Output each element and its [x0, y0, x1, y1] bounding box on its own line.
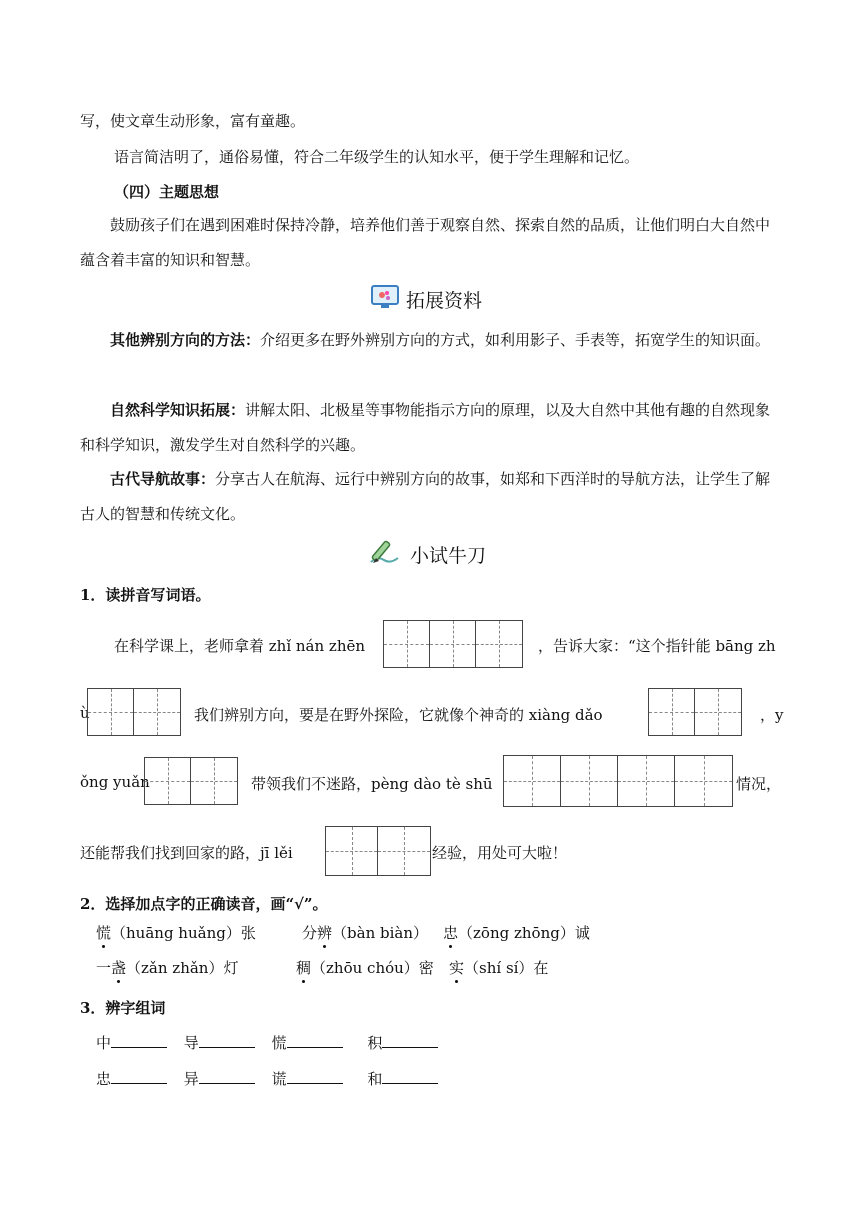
- answer-blank[interactable]: [199, 1033, 255, 1048]
- grid-cell[interactable]: [134, 689, 180, 735]
- answer-blank[interactable]: [111, 1069, 167, 1084]
- q1-text: ，告诉大家：“这个指针能 bāng zh: [538, 637, 776, 655]
- q3-char: 导: [183, 1034, 199, 1052]
- theme-heading: （四）主题思想: [114, 183, 220, 201]
- q2-char: 分: [302, 924, 318, 942]
- q3-char: 谎: [271, 1070, 287, 1088]
- intro-paragraph: 语言简洁明了，通俗易懂，符合二年级学生的认知水平，便于学生理解和记忆。: [114, 148, 640, 166]
- q1-text: 带领我们不迷路，pèng dào tè shū: [251, 775, 493, 793]
- expand-item: [80, 323, 782, 358]
- question-3-title: 3．辨字组词: [80, 999, 166, 1017]
- q2-item[interactable]: [296, 957, 434, 978]
- expand-item-label: 自然科学知识拓展：: [110, 401, 246, 419]
- answer-blank[interactable]: [199, 1069, 255, 1084]
- dotted-char: 稠: [296, 959, 312, 977]
- grid-cell[interactable]: [675, 756, 732, 806]
- answer-grid-bangzhu[interactable]: [87, 688, 181, 736]
- answer-grid-xiangdao[interactable]: [648, 688, 742, 736]
- expand-item-text: 讲解太阳、北极星等事物能指示方向的原理，以及大自然中其他有趣的自然现象和科学知识，激发学生对自然科学的兴趣。: [80, 401, 771, 454]
- q3-char: 慌: [271, 1034, 287, 1052]
- intro-text-line: 写，使文章生动形象，富有童趣。: [80, 112, 306, 130]
- answer-grid-yongyuan[interactable]: [144, 757, 238, 805]
- q2-options: （zǎn zhǎn）灯: [126, 959, 239, 977]
- answer-grid-zhinanzhen[interactable]: [383, 620, 523, 668]
- grid-cell[interactable]: [384, 621, 430, 667]
- q1-text: 在科学课上，老师拿着 zhǐ nán zhēn: [114, 637, 366, 655]
- expand-item: [80, 462, 782, 532]
- q2-item[interactable]: [449, 957, 548, 978]
- question-1-title: 1．读拼音写词语。: [80, 586, 211, 604]
- q2-item[interactable]: [302, 922, 428, 943]
- answer-blank[interactable]: [287, 1033, 343, 1048]
- q2-options: （zōng zhōng）诚: [458, 924, 590, 942]
- q3-row: [96, 1032, 438, 1053]
- dotted-char: 忠: [443, 924, 459, 942]
- q1-text: 经验，用处可大啦！: [432, 844, 568, 862]
- q1-text: ù: [80, 704, 90, 722]
- q1-text: ǒng yuǎn: [80, 773, 150, 791]
- grid-cell[interactable]: [695, 689, 741, 735]
- monitor-icon: [370, 284, 400, 315]
- section-test-heading: [368, 536, 486, 573]
- dotted-char: 盏: [111, 959, 127, 977]
- dotted-char: 辨: [317, 924, 333, 942]
- q3-char: 积: [367, 1034, 383, 1052]
- section-expand-title: 拓展资料: [406, 290, 483, 312]
- dotted-char: 慌: [96, 924, 112, 942]
- question-2-title: 2．选择加点字的正确读音，画“√”。: [80, 895, 328, 913]
- grid-cell[interactable]: [430, 621, 476, 667]
- q3-char: 中: [96, 1034, 112, 1052]
- answer-grid-pengdaoteshu[interactable]: [503, 755, 733, 807]
- expand-item-label: 古代导航故事：: [110, 470, 216, 488]
- q1-text: 还能帮我们找到回家的路，jī lěi: [80, 844, 293, 862]
- q2-item[interactable]: [443, 922, 590, 943]
- q3-char: 和: [367, 1070, 383, 1088]
- answer-blank[interactable]: [382, 1033, 438, 1048]
- grid-cell[interactable]: [326, 827, 378, 875]
- section-expand-heading: [370, 284, 482, 315]
- q2-item[interactable]: [96, 957, 238, 978]
- q3-char: 忠: [96, 1070, 112, 1088]
- q1-text: 情况，: [736, 775, 782, 793]
- expand-item-label: 其他辨别方向的方法：: [110, 331, 261, 349]
- answer-grid-jilei[interactable]: [325, 826, 431, 876]
- section-test-title: 小试牛刀: [410, 545, 487, 567]
- grid-cell[interactable]: [618, 756, 675, 806]
- dotted-char: 实: [449, 959, 465, 977]
- expand-item-text: 介绍更多在野外辨别方向的方式，如利用影子、手表等，拓宽学生的知识面。: [260, 331, 771, 349]
- q1-text: 我们辨别方向，要是在野外探险，它就像个神奇的 xiàng dǎo: [194, 706, 603, 724]
- grid-cell[interactable]: [649, 689, 695, 735]
- grid-cell[interactable]: [378, 827, 430, 875]
- q2-options: （zhōu chóu）密: [311, 959, 434, 977]
- q2-char: 一: [96, 959, 112, 977]
- grid-cell[interactable]: [561, 756, 618, 806]
- theme-paragraph: 鼓励孩子们在遇到困难时保持冷静，培养他们善于观察自然、探索自然的品质，让他们明白大自然中蕴含着丰富的知识和智慧。: [80, 216, 771, 269]
- q2-item[interactable]: [96, 922, 256, 943]
- answer-blank[interactable]: [111, 1033, 167, 1048]
- pen-writing-icon: [368, 536, 404, 573]
- q1-text: ，y: [760, 706, 784, 724]
- expand-item: [80, 393, 782, 463]
- q3-row: [96, 1068, 438, 1089]
- expand-item-text: 分享古人在航海、远行中辨别方向的故事，如郑和下西洋时的导航方法，让学生了解古人的智慧和传统文化。: [80, 470, 771, 523]
- grid-cell[interactable]: [145, 758, 191, 804]
- answer-blank[interactable]: [287, 1069, 343, 1084]
- grid-cell[interactable]: [88, 689, 134, 735]
- q2-options: （bàn biàn）: [332, 924, 429, 942]
- grid-cell[interactable]: [504, 756, 561, 806]
- answer-blank[interactable]: [382, 1069, 438, 1084]
- grid-cell[interactable]: [476, 621, 522, 667]
- grid-cell[interactable]: [191, 758, 237, 804]
- q2-options: （huāng huǎng）张: [111, 924, 256, 942]
- q3-char: 异: [183, 1070, 199, 1088]
- q2-options: （shí sí）在: [464, 959, 549, 977]
